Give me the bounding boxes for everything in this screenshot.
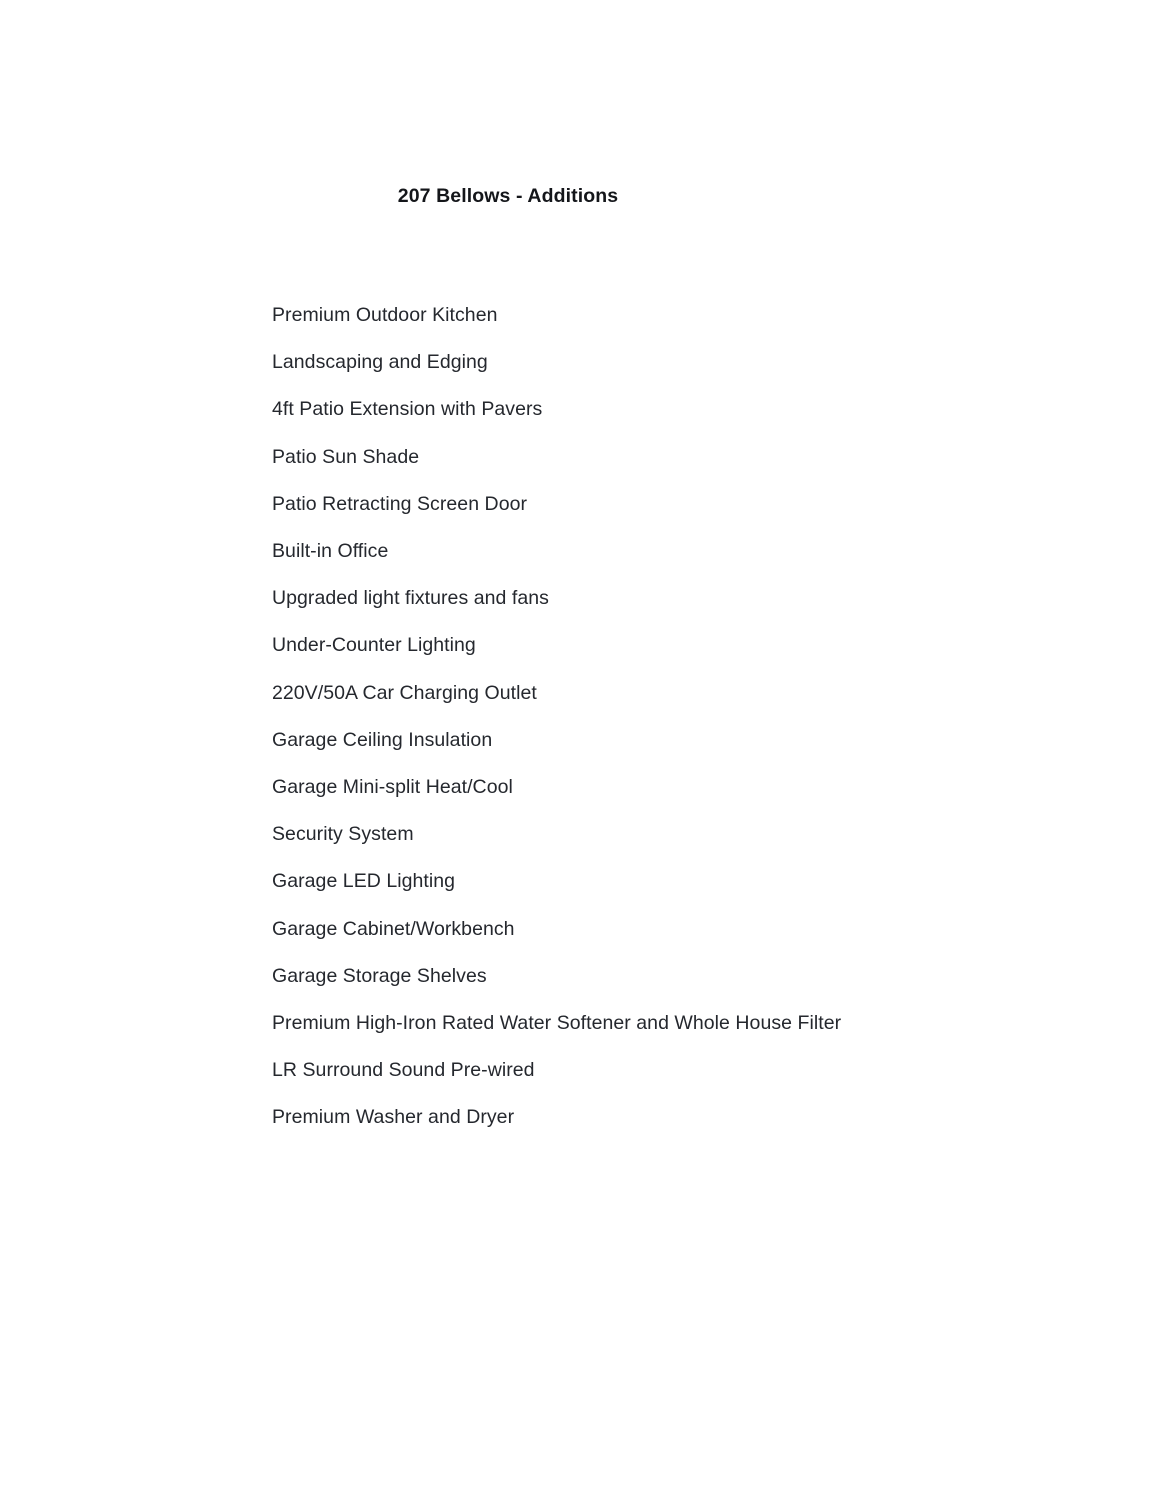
list-item: Built-in Office [272,540,389,563]
list-item: Premium Outdoor Kitchen [272,304,498,326]
list-item: LR Surround Sound Pre-wired [272,1059,535,1082]
list-item: Garage Cabinet/Workbench [272,917,515,940]
list-item: Premium High-Iron Rated Water Softener and Whole House Filter [272,1012,842,1035]
list-item: Landscaping and Edging [272,351,488,374]
list-item: Garage Storage Shelves [272,964,487,987]
list-item: 220V/50A Car Charging Outlet [272,681,537,704]
additions-list [272,292,1072,1142]
list-item: Garage Mini-split Heat/Cool [272,776,513,799]
list-item: Garage LED Lighting [272,870,456,893]
list-item: Patio Sun Shade [272,445,420,468]
list-item: 4ft Patio Extension with Pavers [272,398,543,421]
list-item: Security System [272,823,414,846]
list-item: Under-Counter Lighting [272,634,476,657]
list-item: Patio Retracting Screen Door [272,492,528,515]
list-item: Garage Ceiling Insulation [272,728,493,751]
list-item: Premium Washer and Dryer [272,1106,515,1129]
page-title: 207 Bellows - Additions [397,185,619,207]
list-item: Upgraded light fixtures and fans [272,587,549,610]
